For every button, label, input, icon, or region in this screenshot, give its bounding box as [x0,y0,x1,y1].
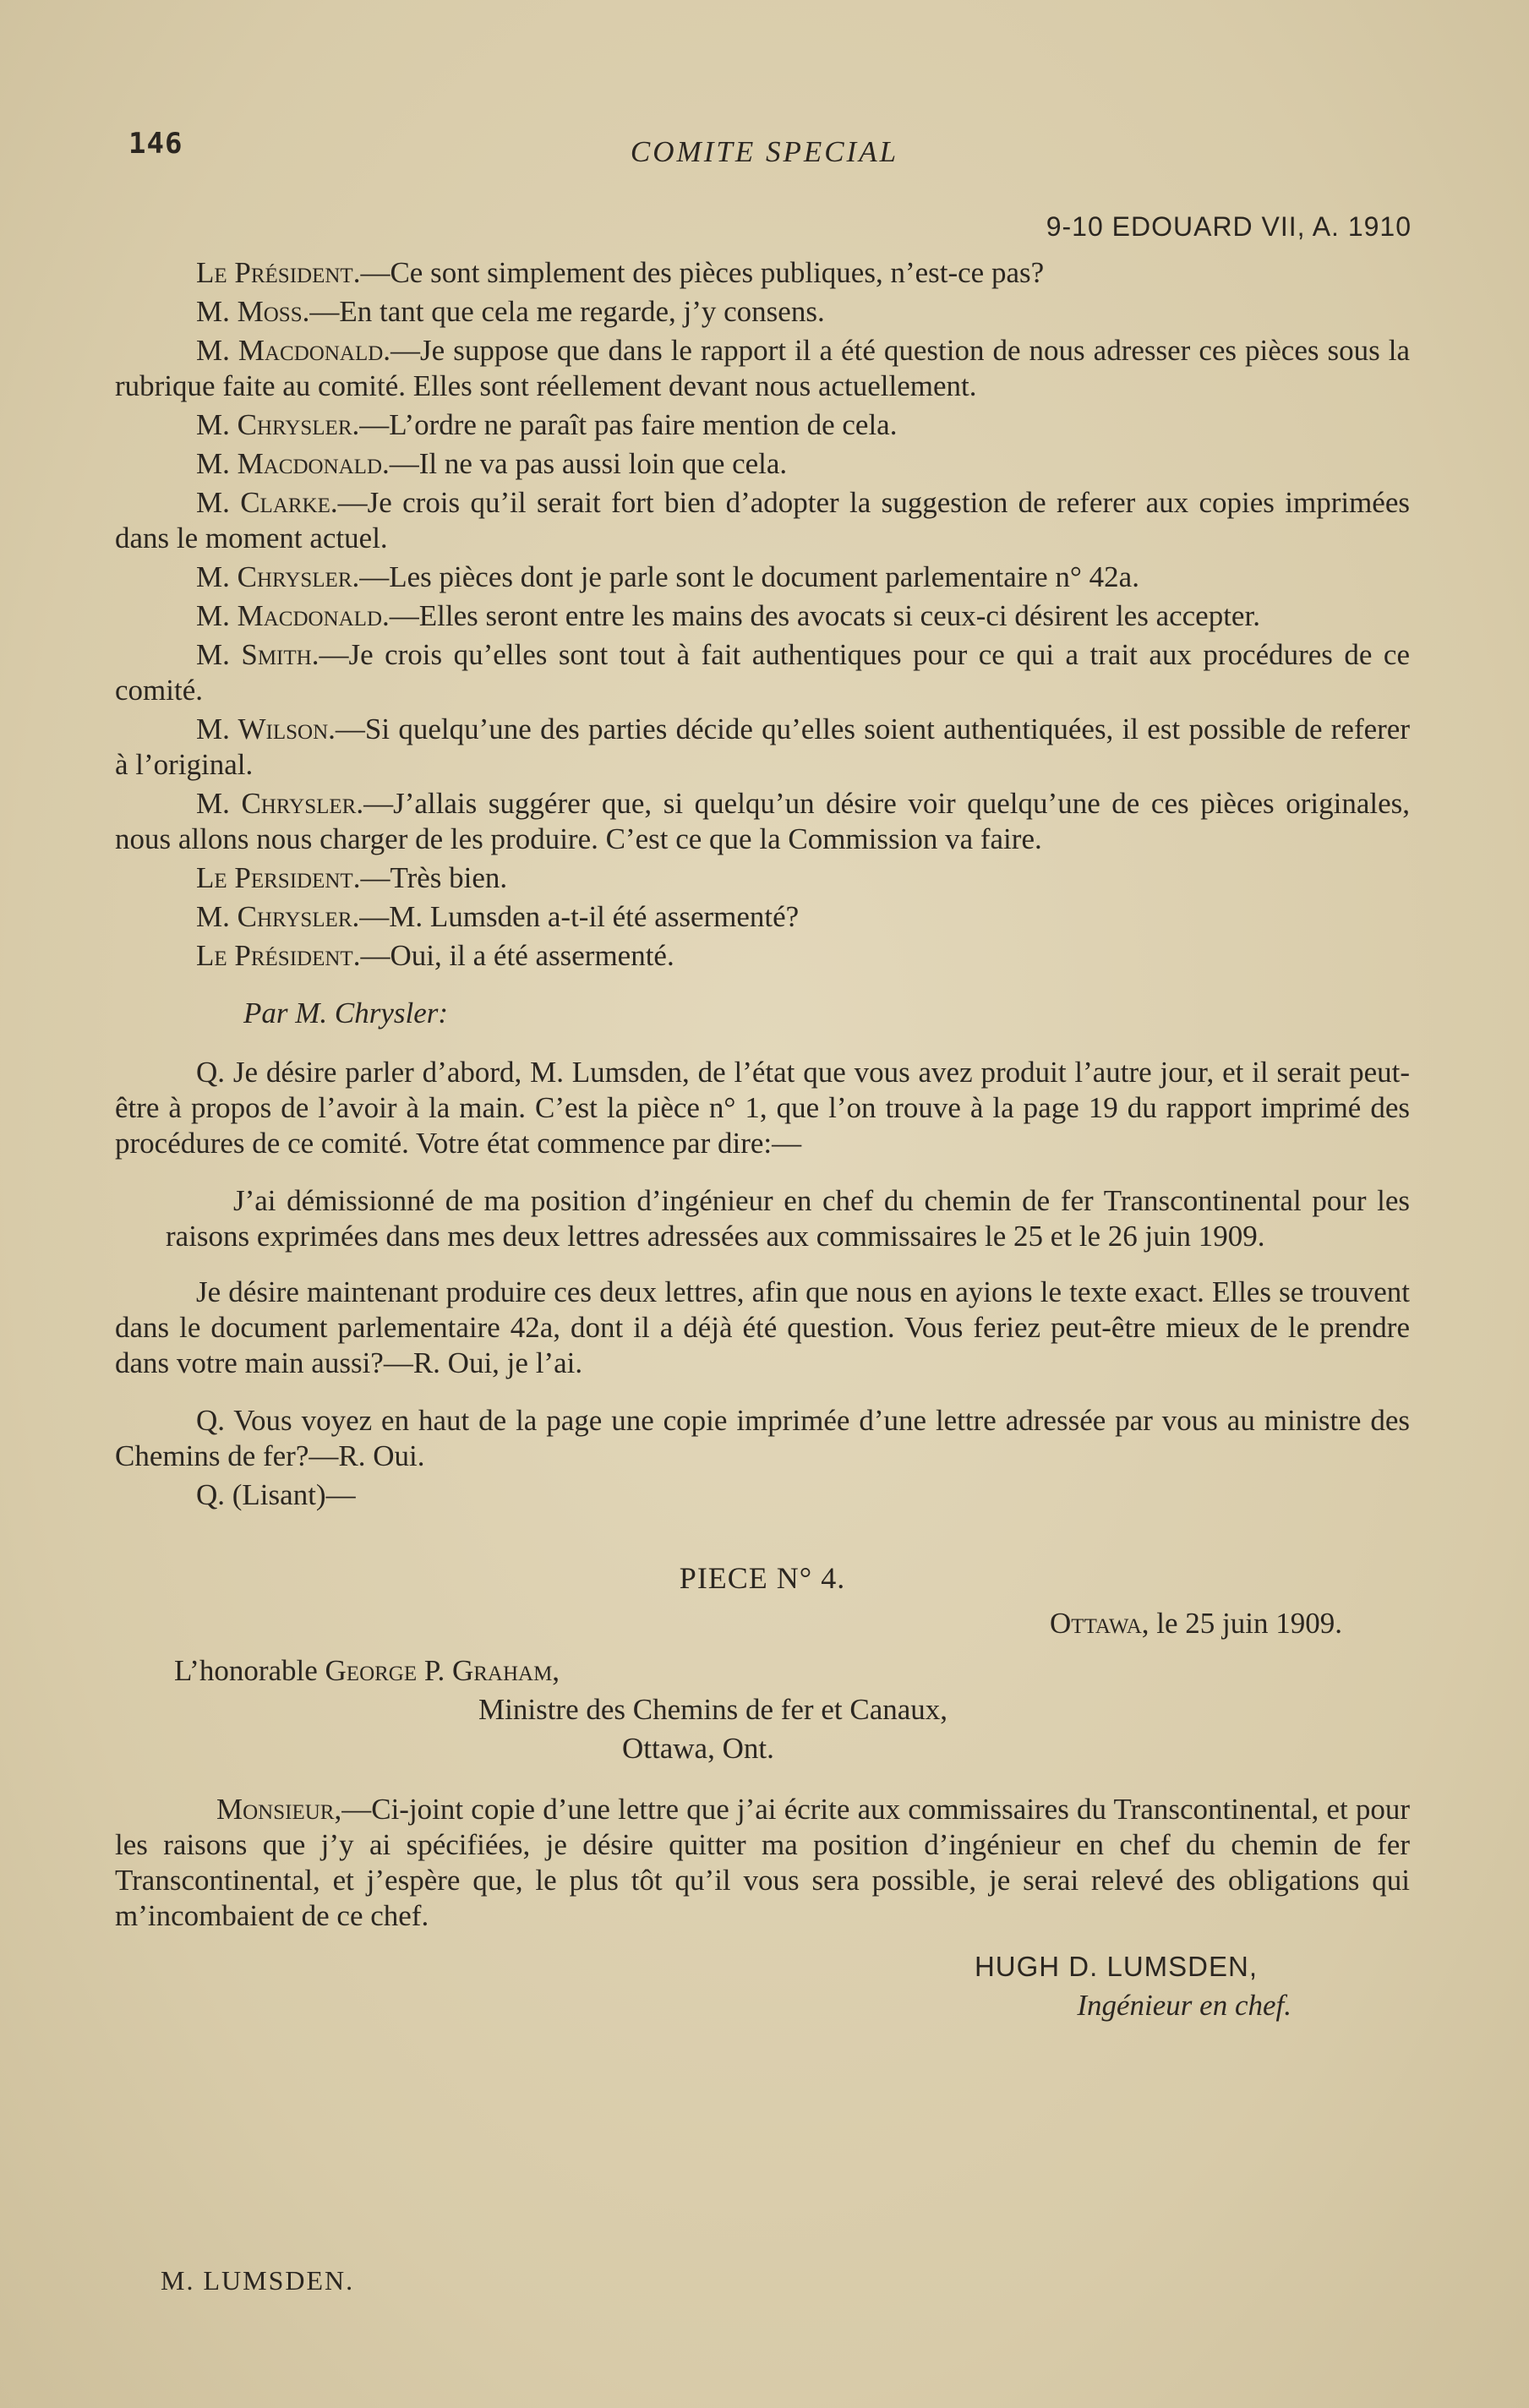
dialogue-entry [115,333,1410,404]
speaker: M. Chrysler. [196,408,360,441]
speaker: M. Clarke. [196,486,338,519]
speech: —L’ordre ne paraît pas faire mention de cela. [359,408,898,441]
speaker: M. Wilson. [196,713,336,745]
dialogue-entry [115,407,1410,443]
question-paragraph: Q. Vous voyez en haut de la page une copie imprimée d’une lettre adressée par vous au ministre des Chemins de fer?—R. Oui. [115,1404,1410,1472]
speaker: Le Président. [196,256,361,289]
speaker: M. Smith. [196,638,319,671]
block-quote: J’ai démissionné de ma position d’ingénieur en chef du chemin de fer Transcontinental pour les raisons exprimées dans mes deux lettres adressées aux commissaires le 25 et le 26 juin 1909. [166,1184,1410,1253]
letter-date-text: le 25 juin 1909. [1149,1607,1342,1640]
addressee-name: George P. Graham, [325,1654,560,1687]
speech: —Si quelqu’une des parties décide qu’elles soient authentiquées, il est possible de referer à l’original. [115,713,1410,781]
speech: —Oui, il a été assermenté. [360,939,674,972]
speaker: M. Macdonald. [196,334,391,367]
signature-title: Ingénieur en chef. [1077,1989,1291,2022]
speech: —M. Lumsden a-t-il été assermenté? [359,900,800,933]
address-line: Ministre des Chemins de fer et Canaux, [478,1693,948,1726]
addressee-prefix: L’honorable [174,1654,325,1687]
dialogue-entry [115,712,1410,783]
speech: —Elles seront entre les mains des avocats si ceux-ci désirent les accepter. [389,599,1260,632]
speech: —J’allais suggérer que, si quelqu’un désire voir quelqu’une de ces pièces originales, nous allons nous charger de les produire. C’est ce que la Commission va faire. [115,787,1410,855]
address-line: Ottawa, Ont. [622,1732,774,1765]
dialogue-entry [115,637,1410,708]
speech: —Je crois qu’il serait fort bien d’adopter la suggestion de referer aux copies imprimées dans le moment actuel. [115,486,1410,554]
speaker: M. Moss. [196,295,310,328]
dialogue-entry [115,485,1410,556]
salutation: Monsieur, [216,1793,342,1826]
letter-date [115,1606,1410,1641]
dialogue-entry [115,255,1410,291]
dialogue-entry [115,446,1410,482]
addressee [174,1653,1410,1689]
speaker: M. Macdonald. [196,447,390,480]
letter-body [115,1792,1410,1934]
dialogue-entry [115,938,1410,974]
signature-name: HUGH D. LUMSDEN, [974,1951,1258,1982]
speech: —Ce sont simplement des pièces publiques, n’est-ce pas? [360,256,1045,289]
session-header: 9-10 EDOUARD VII, A. 1910 [1046,211,1412,242]
speech: —En tant que cela me regarde, j’y consens. [309,295,825,328]
page-title: COMITE SPECIAL [630,135,899,168]
speech: —Je crois qu’elles sont tout à fait authentiques pour ce qui a trait aux procédures de ce comité. [115,638,1410,707]
footer-witness: M. LUMSDEN. [161,2265,355,2296]
letter-place: Ottawa, [1050,1607,1149,1640]
speaker: M. Chrysler. [196,787,364,820]
piece-heading: PIECE N° 4. [679,1561,846,1595]
dialogue-entry [115,560,1410,595]
speech: —Très bien. [360,861,508,894]
examination-caption: Par M. Chrysler: [243,997,449,1029]
speaker: M. Chrysler. [196,560,360,593]
dialogue-entry [115,786,1410,857]
letter-text: —Ci-joint copie d’une lettre que j’ai écrite aux commissaires du Transcontinental, et pour les raisons que j’y ai spécifiées, je désire quitter ma position d’ingénieur en chef du chemin de fer Transcontinental, et j’espère que, le plus tôt qu’il vous sera possible, je serai relevé des obligations qui m’incombaient de ce chef. [115,1793,1410,1932]
speech: —Je suppose que dans le rapport il a été question de nous adresser ces pièces sous la rubrique faite au comité. Elles sont réellement devant nous actuellement. [115,334,1411,402]
spacer [115,1384,1410,1403]
speaker: M. Macdonald. [196,599,390,632]
body-text [115,255,1410,2023]
speech: —Il ne va pas aussi loin que cela. [389,447,788,480]
speaker: Le Persident. [196,861,361,894]
dialogue-entry [115,899,1410,935]
spacer [115,1165,1410,1183]
speech: —Les pièces dont je parle sont le document parlementaire n° 42a. [359,560,1139,593]
dialogue-entry [115,860,1410,896]
speaker: M. Chrysler. [196,900,360,933]
dialogue-entry [115,294,1410,330]
page-number: 146 [128,127,183,161]
dialogue-entry [115,598,1410,634]
speaker: Le Président. [196,939,361,972]
question-paragraph: Q. Je désire parler d’abord, M. Lumsden, de l’état que vous avez produit l’autre jour, et il serait peut-être à propos de l’avoir à la main. C’est la pièce n° 1, que l’on trouve à la page 19 du rapport imprimé des procédures de ce comité. Votre état commence par dire:— [115,1056,1410,1160]
paragraph: Je désire maintenant produire ces deux lettres, afin que nous en ayions le texte exact. Elles se trouvent dans le document parlementaire 42a, dont il a déjà été question. Vous feriez peut-être mieux de le prendre dans votre main aussi?—R. Oui, je l’ai. [115,1275,1410,1379]
question-paragraph: Q. (Lisant)— [196,1478,356,1511]
dialogue [115,255,1410,974]
